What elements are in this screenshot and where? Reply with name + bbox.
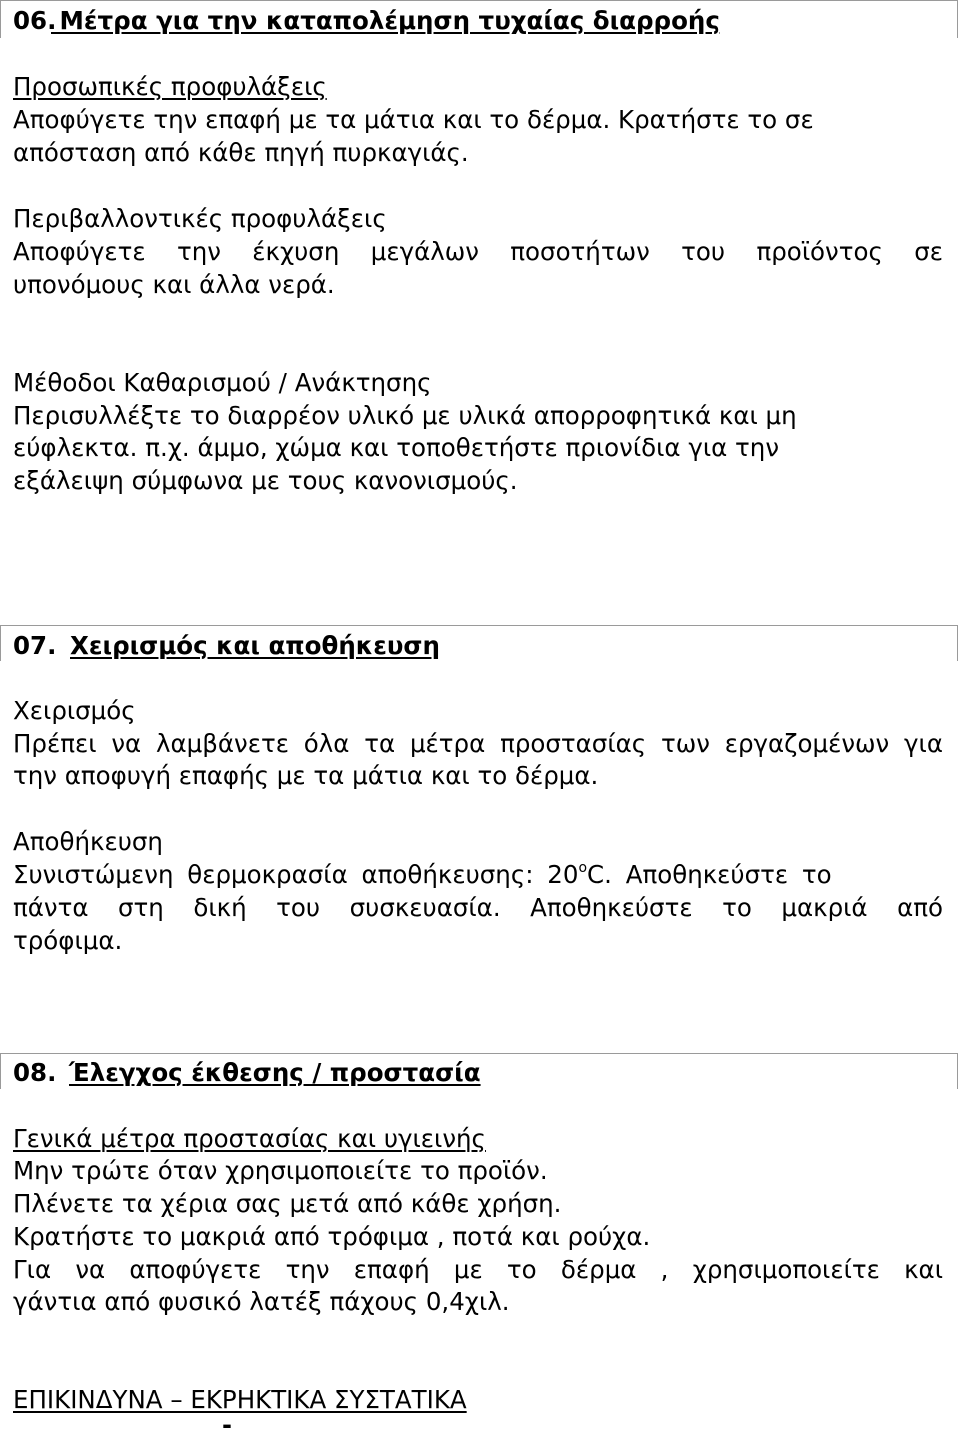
explosive-ingredients-heading: ΕΠΙΚΙΝΔΥΝΑ – ΕΚΡΗΚΤΙΚΑ ΣΥΣΤΑΤΙΚΑ (13, 1385, 467, 1414)
section-07-header (0, 629, 960, 662)
storage-line-2: πάντα στη δική του συσκευασία. Αποθηκεύστε το μακριά από (13, 893, 943, 922)
general-measures-line-5: γάντια από φυσικό λατέξ πάχους 0,4χιλ. (13, 1287, 510, 1316)
environmental-precautions-line-1: Αποφύγετε την έκχυση μεγάλων ποσοτήτων του προϊόντος σε (13, 237, 943, 266)
handling-line-2: την αποφυγή επαφής με τα μάτια και το δέρμα. (13, 761, 599, 790)
cleanup-methods-line-1: Περισυλλέξτε το διαρρέον υλικό με υλικά απορροφητικά και μη (13, 401, 797, 430)
degree-superscript: o (578, 859, 588, 876)
section-06-border (0, 0, 958, 1)
section-08-header (0, 1056, 960, 1089)
storage-line-1 (13, 858, 943, 891)
handling-line-1: Πρέπει να λαμβάνετε όλα τα μέτρα προστασίας των εργαζομένων για (13, 729, 943, 758)
section-08-border (0, 1053, 958, 1054)
handling-heading: Χειρισμός (13, 696, 136, 725)
section-07-title: Χειρισμός και αποθήκευση (70, 631, 440, 660)
section-06-number: 06. (13, 6, 57, 35)
personal-precautions-heading: Προσωπικές προφυλάξεις (13, 72, 327, 101)
general-measures-line-3: Κρατήστε το μακριά από τρόφιμα , ποτά και ρούχα. (13, 1222, 651, 1251)
cleanup-methods-line-3: εξάλειψη σύμφωνα με τους κανονισμούς. (13, 466, 518, 495)
general-measures-line-1: Μην τρώτε όταν χρησιμοποιείτε το προϊόν. (13, 1156, 548, 1185)
section-08-number: 08. (13, 1058, 57, 1087)
section-06-title: Μέτρα για την καταπολέμηση τυχαίας διαρροής (51, 6, 720, 35)
section-06-header (0, 4, 960, 37)
personal-precautions-line-1: Αποφύγετε την επαφή με τα μάτια και το δέρμα. Κρατήστε το σε (13, 105, 814, 134)
section-08-title: Έλεγχος έκθεσης / προστασία (69, 1058, 481, 1087)
section-07-number: 07. (13, 631, 57, 660)
personal-precautions-line-2: απόσταση από κάθε πηγή πυρκαγιάς. (13, 138, 469, 167)
storage-line-1-start (13, 858, 832, 891)
storage-line-3: τρόφιμα. (13, 926, 123, 955)
general-measures-line-2: Πλένετε τα χέρια σας μετά από κάθε χρήση. (13, 1189, 562, 1218)
storage-temperature-text: Συνιστώμενη θερμοκρασία αποθήκευσης: 20 (13, 860, 579, 889)
trailing-dash: - (222, 1411, 232, 1439)
cleanup-methods-line-2: εύφλεκτα. π.χ. άμμο, χώμα και τοποθετήστε πριονίδια για την (13, 433, 780, 462)
storage-heading: Αποθήκευση (13, 827, 163, 856)
general-measures-line-4: Για να αποφύγετε την επαφή με το δέρμα , χρησιμοποιείτε και (13, 1255, 943, 1284)
storage-temperature-unit: C. Αποθηκεύστε το (587, 860, 832, 889)
general-measures-heading: Γενικά μέτρα προστασίας και υγιεινής (13, 1124, 486, 1153)
cleanup-methods-heading: Μέθοδοι Καθαρισμού / Ανάκτησης (13, 368, 432, 397)
section-07-border (0, 625, 958, 626)
environmental-precautions-heading: Περιβαλλοντικές προφυλάξεις (13, 204, 387, 233)
environmental-precautions-line-2: υπονόμους και άλλα νερά. (13, 270, 335, 299)
